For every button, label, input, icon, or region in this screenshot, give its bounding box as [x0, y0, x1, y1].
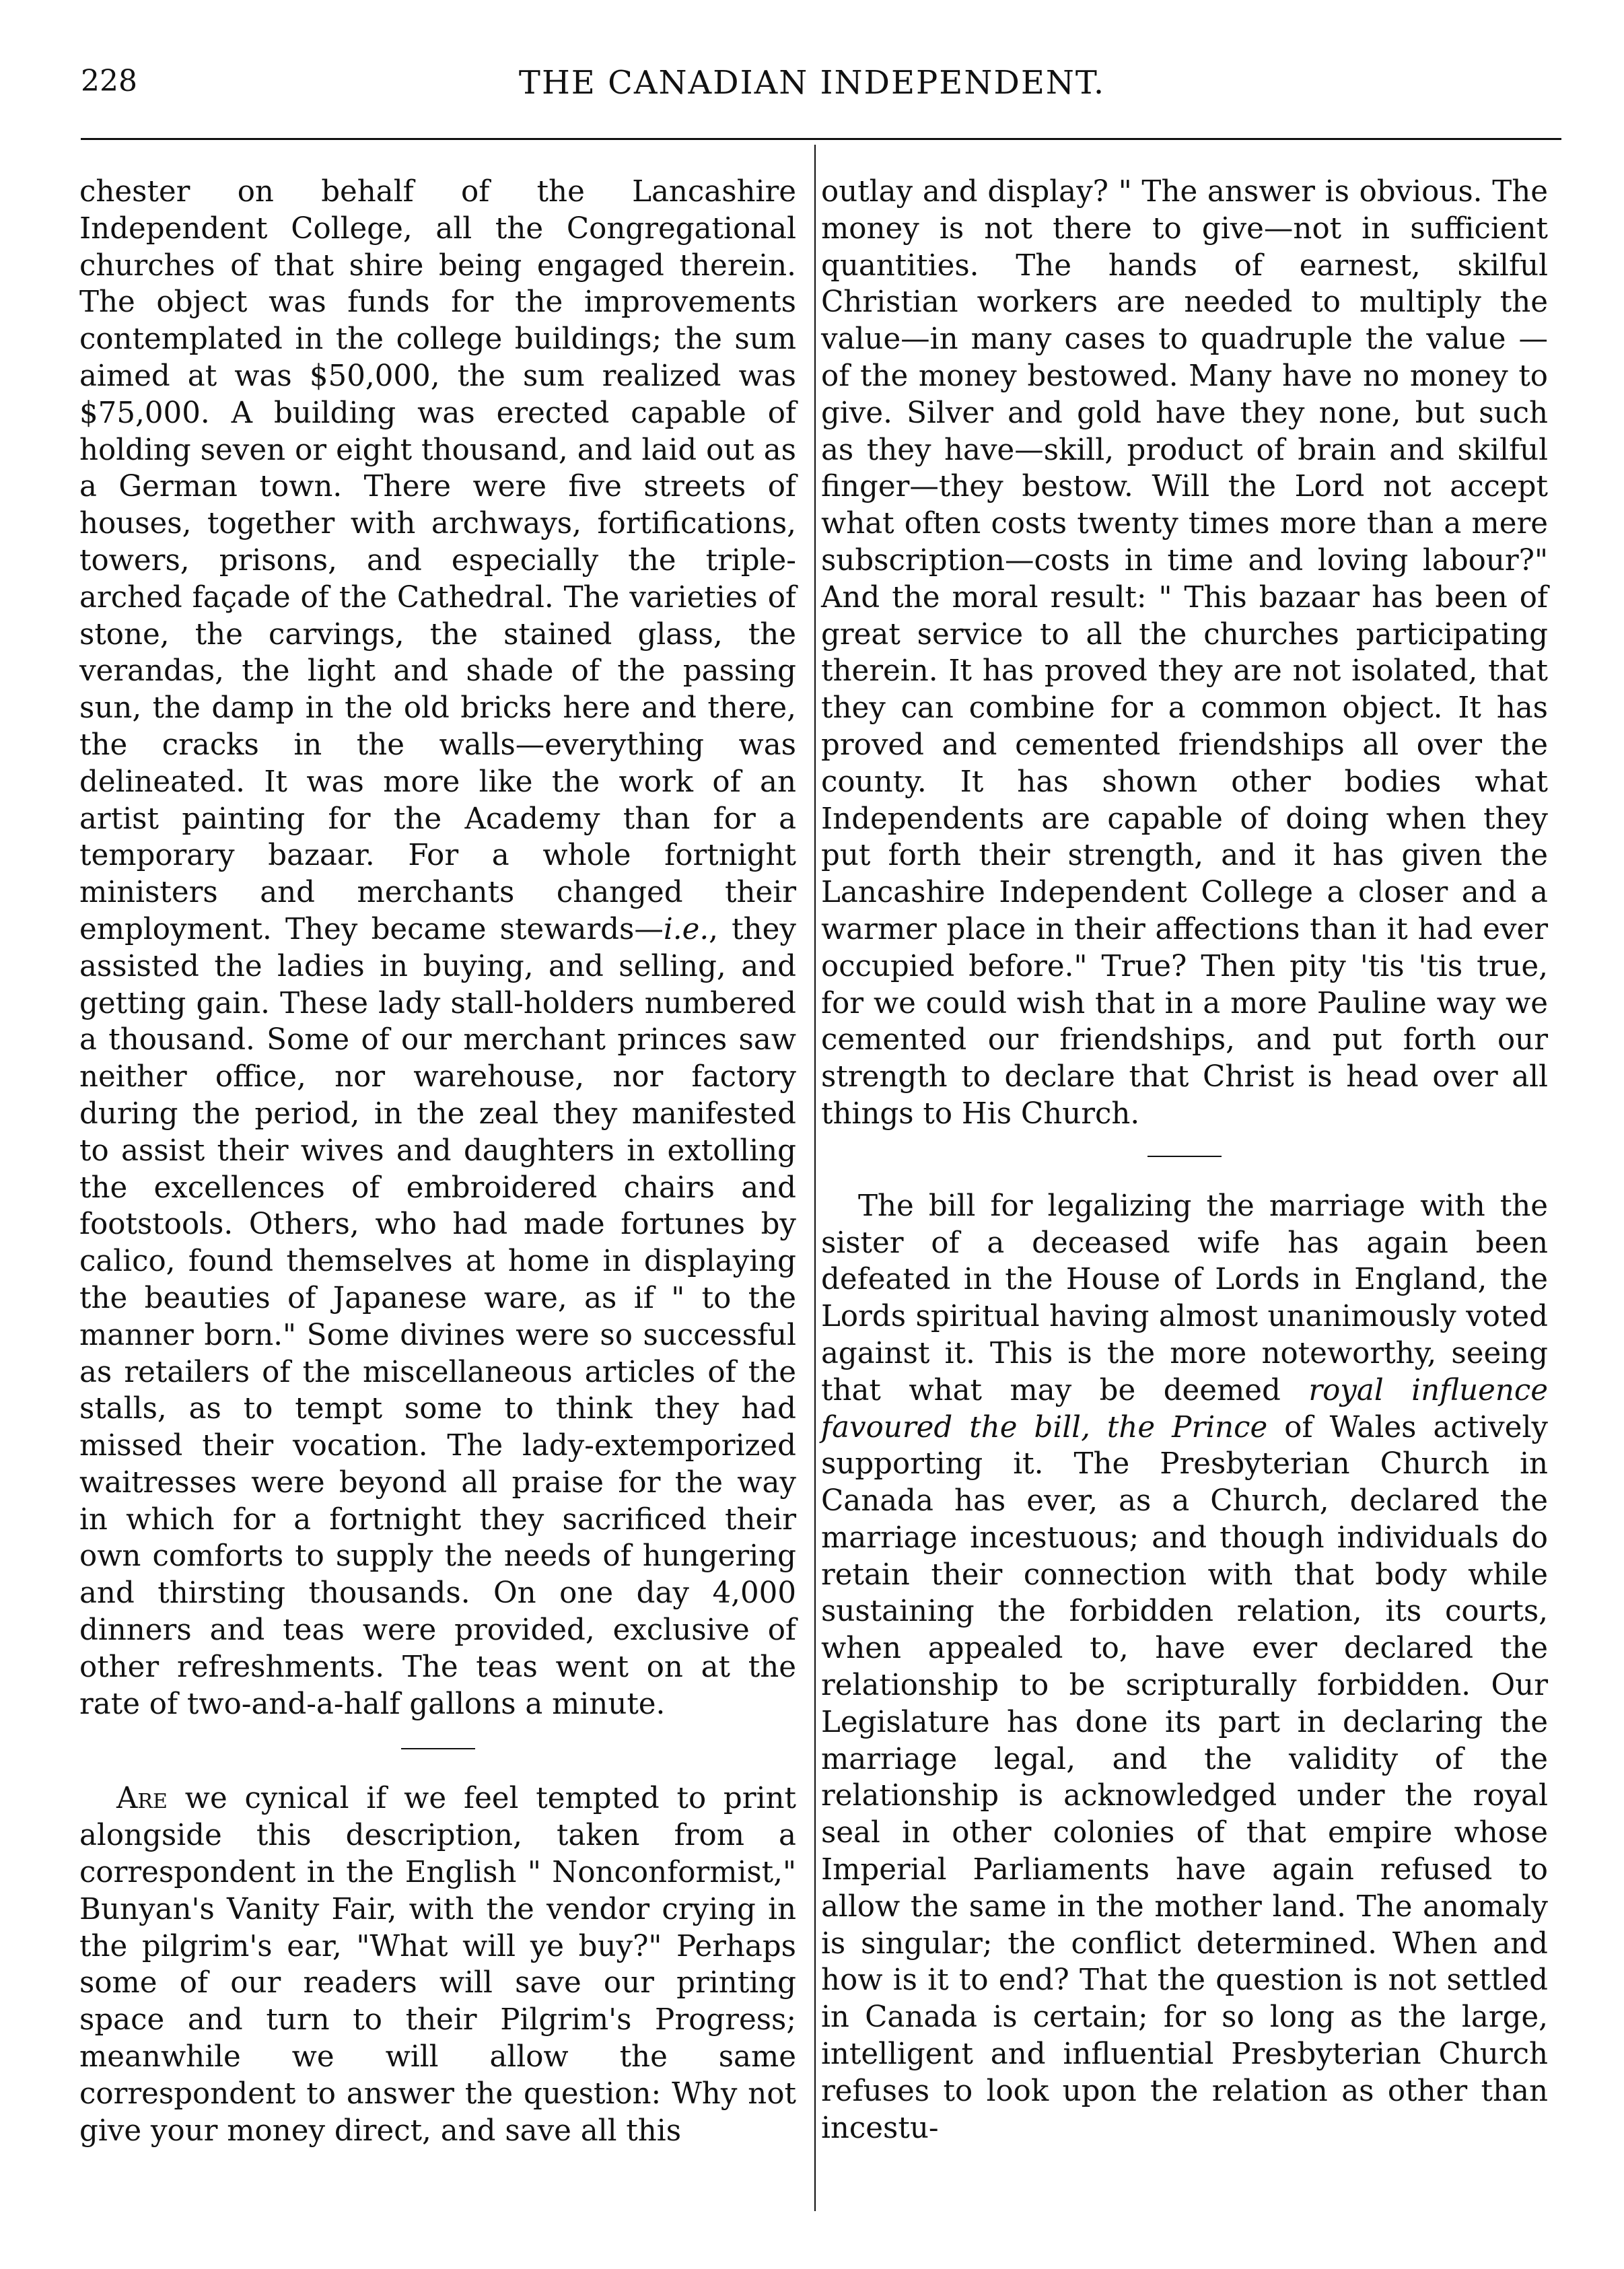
paragraph-text: The bill for legalizing the marriage with the sister of a deceased wife has again been defeated in the House of Lords in England, the Lords spiritual having almost unanimously voted against it. This is the more noteworthy, seeing that what may be deemed [821, 1189, 1548, 1407]
page-number: 228 [81, 64, 137, 98]
running-title: THE CANADIAN INDEPENDENT. [518, 64, 1106, 102]
paragraph-text: chester on behalf of the Lancashire Independent College, all the Congregational churches of that shire being engaged therein. The object was funds for the improvements contemplated in the college buildings; the sum aimed at was $50,000, the sum realized was $75,000. A building was erected capable of holding seven or eight thousand, and laid out as a German town. There were five streets of houses, together with archways, fortifications, towers, prisons, and especially the triple-arched façade of the Cathedral. The varieties of stone, the carvings, the stained glass, the verandas, the light and shade of the passing sun, the damp in the old bricks here and there, the cracks in the walls—everything was delineated. It was more like the work of an artist painting for the Academy than for a temporary bazaar. For a whole fortnight ministers and merchants changed their employment. They became stewards— [79, 175, 796, 946]
paragraph-marriage-bill [821, 1188, 1548, 2147]
column-separator [814, 145, 816, 2211]
ie-italic: i.e. [663, 912, 709, 946]
italic-phrase: royal influence favoured the bill, the Prince [821, 1373, 1549, 1444]
paragraph-bazaar [79, 174, 796, 1722]
paragraph-text: of Wales actively supporting it. The Presbyterian Church in Canada has ever, as a Church, declared the marriage incestuous; and though individuals do retain their connection with that body while sustaining the forbidden relation, its courts, when appealed to, have ever declared the relationship to be scripturally forbidden. Our Legislature has done its part in declaring the marriage legal, and the validity of the relationship is acknowledged under the royal seal in other colonies of that empire whose Imperial Parliaments have again refused to allow the same in the mother land. The anomaly is singular; the conflict determined. When and how is it to end? That the question is not settled in Canada is certain; for so long as the large, intelligent and influential Presbyterian Church refuses to look upon the relation as other than incestu- [821, 1410, 1548, 2145]
paragraph-cynical [79, 1780, 796, 2149]
left-column [79, 174, 796, 2149]
paragraph-text: , they assisted the ladies in buying, and selling, and getting gain. These lady stall-holders numbered a thousand. Some of our merchant princes saw neither office, nor warehouse, nor factory during the period, in the zeal they manifested to assist their wives and daughters in extolling the excellences of embroidered chairs and footstools. Others, who had made fortunes by calico, found themselves at home in displaying the beauties of Japanese ware, as if " to the manner born." Some divines were so successful as retailers of the miscellaneous articles of the stalls, as to tempt some to think they had missed their vocation. The lady-extemporized waitresses were beyond all praise for the way in which for a fortnight they sacrificed their own comforts to supply the needs of hungering and thirsting thousands. On one day 4,000 dinners and teas were provided, exclusive of other refreshments. The teas went on at the rate of two-and-a-half gallons a minute. [79, 912, 796, 1721]
lead-word: Are [116, 1782, 168, 1816]
header-rule [81, 138, 1561, 140]
page-header [0, 64, 1624, 118]
right-column [821, 174, 1548, 2146]
paragraph-answer [821, 174, 1548, 1133]
paragraph-text: we cynical if we feel tempted to print alongside this description, taken from a correspondent in the English " Nonconformist," Bunyan's Vanity Fair, with the vendor crying in the pilgrim's ear, "What will ye buy?" Perhaps some of our readers will save our printing space and turn to their Pilgrim's Progress; meanwhile we will allow the same correspondent to answer the question: Why not give your money direct, and save all this [79, 1782, 796, 2148]
paragraph-text: outlay and display? " The answer is obvious. The money is not there to give—not in sufficient quantities. The hands of earnest, skilful Christian workers are needed to multiply the value—in many cases to quadruple the value —of the money bestowed. Many have no money to give. Silver and gold have they none, but such as they have—skill, product of brain and skilful finger—they bestow. Will the Lord not accept what often costs twenty times more than a mere subscription—costs in time and loving labour?" And the moral result: " This bazaar has been of great service to all the churches participating therein. It has proved they are not isolated, that they can combine for a common object. It has proved and cemented friendships all over the county. It has shown other bodies what Independents are capable of doing when they put forth their strength, and it has given the Lancashire Independent College a closer and a warmer place in their affections than it had ever occupied before." True? Then pity 'tis 'tis true, for we could wish that in a more Pauline way we cemented our friendships, and put forth our strength to declare that Christ is head over all things to His Church. [821, 175, 1548, 1131]
